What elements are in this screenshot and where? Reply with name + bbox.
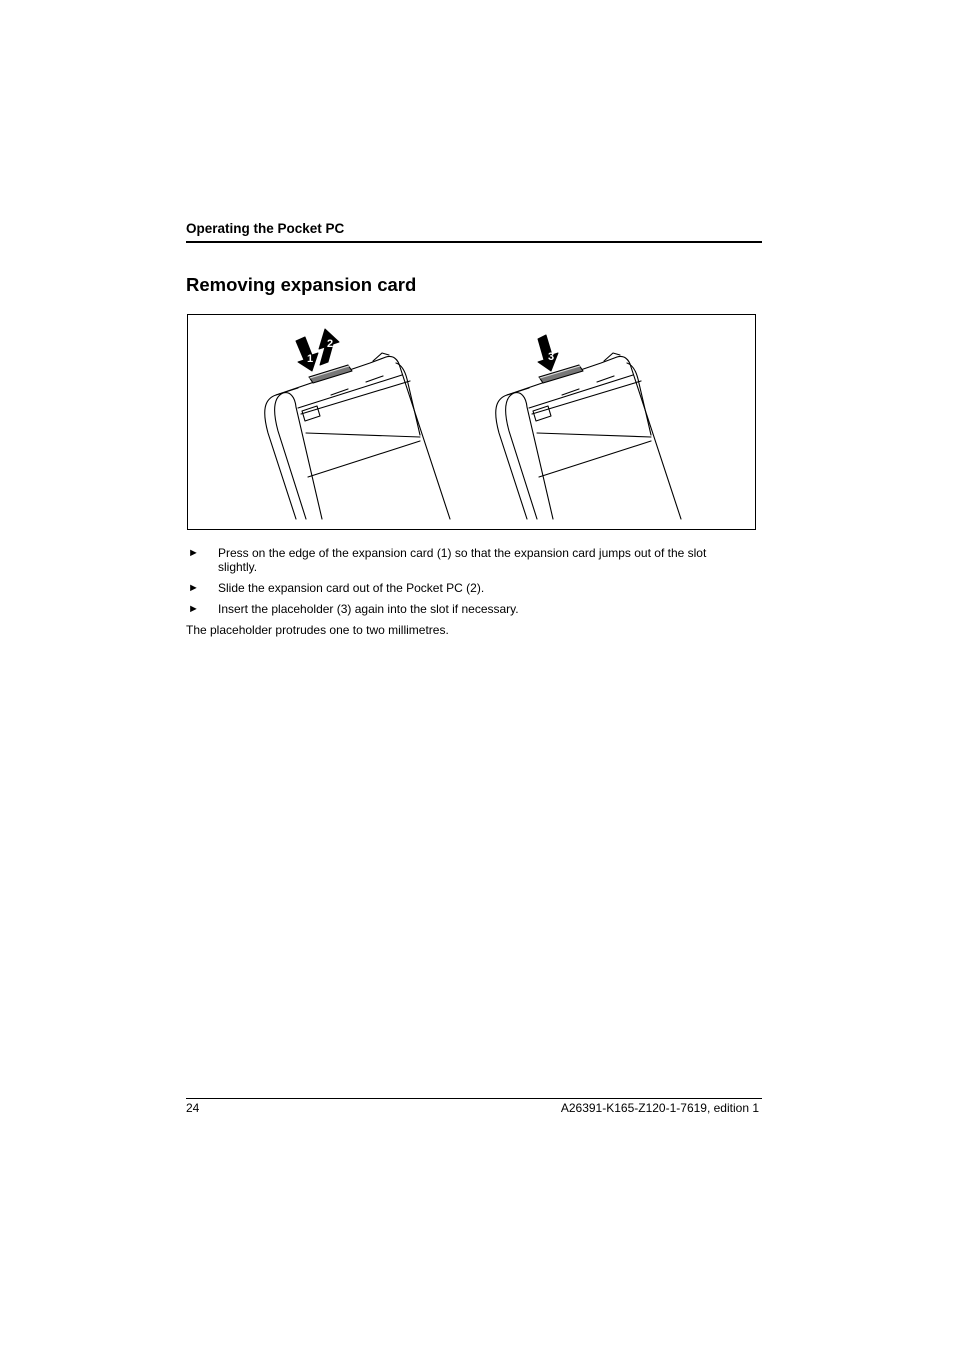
instruction-list — [186, 546, 746, 623]
instruction-text: Insert the placeholder (3) again into the slot if necessary. — [218, 602, 519, 616]
document-id: A26391-K165-Z120-1-7619, edition 1 — [560, 1101, 759, 1115]
bullet-arrow-icon: ► — [188, 547, 199, 559]
section-title: Removing expansion card — [186, 274, 417, 295]
expansion-card-left — [309, 365, 352, 383]
illustration-figure — [187, 314, 756, 530]
bullet-arrow-icon: ► — [188, 603, 199, 615]
callout-3: 3 — [547, 351, 555, 363]
callout-1: 1 — [306, 353, 314, 365]
instruction-step — [186, 602, 746, 616]
running-header: Operating the Pocket PC — [186, 221, 345, 236]
pocket-pc-device-right — [496, 353, 681, 519]
instruction-step — [186, 546, 746, 574]
header-rule — [186, 241, 762, 243]
pocket-pc-device-left — [265, 353, 450, 519]
instruction-step — [186, 581, 746, 595]
bullet-arrow-icon: ► — [188, 582, 199, 594]
pocket-pc-illustration — [188, 315, 756, 530]
instruction-text: Press on the edge of the expansion card (1) so that the expansion card jumps out of the slot slightly. — [218, 546, 707, 574]
footer-rule — [186, 1098, 762, 1099]
instruction-text: Slide the expansion card out of the Pocket PC (2). — [218, 581, 485, 595]
callout-2: 2 — [326, 338, 334, 350]
page-number: 24 — [186, 1101, 200, 1115]
note-text: The placeholder protrudes one to two millimetres. — [186, 623, 449, 637]
